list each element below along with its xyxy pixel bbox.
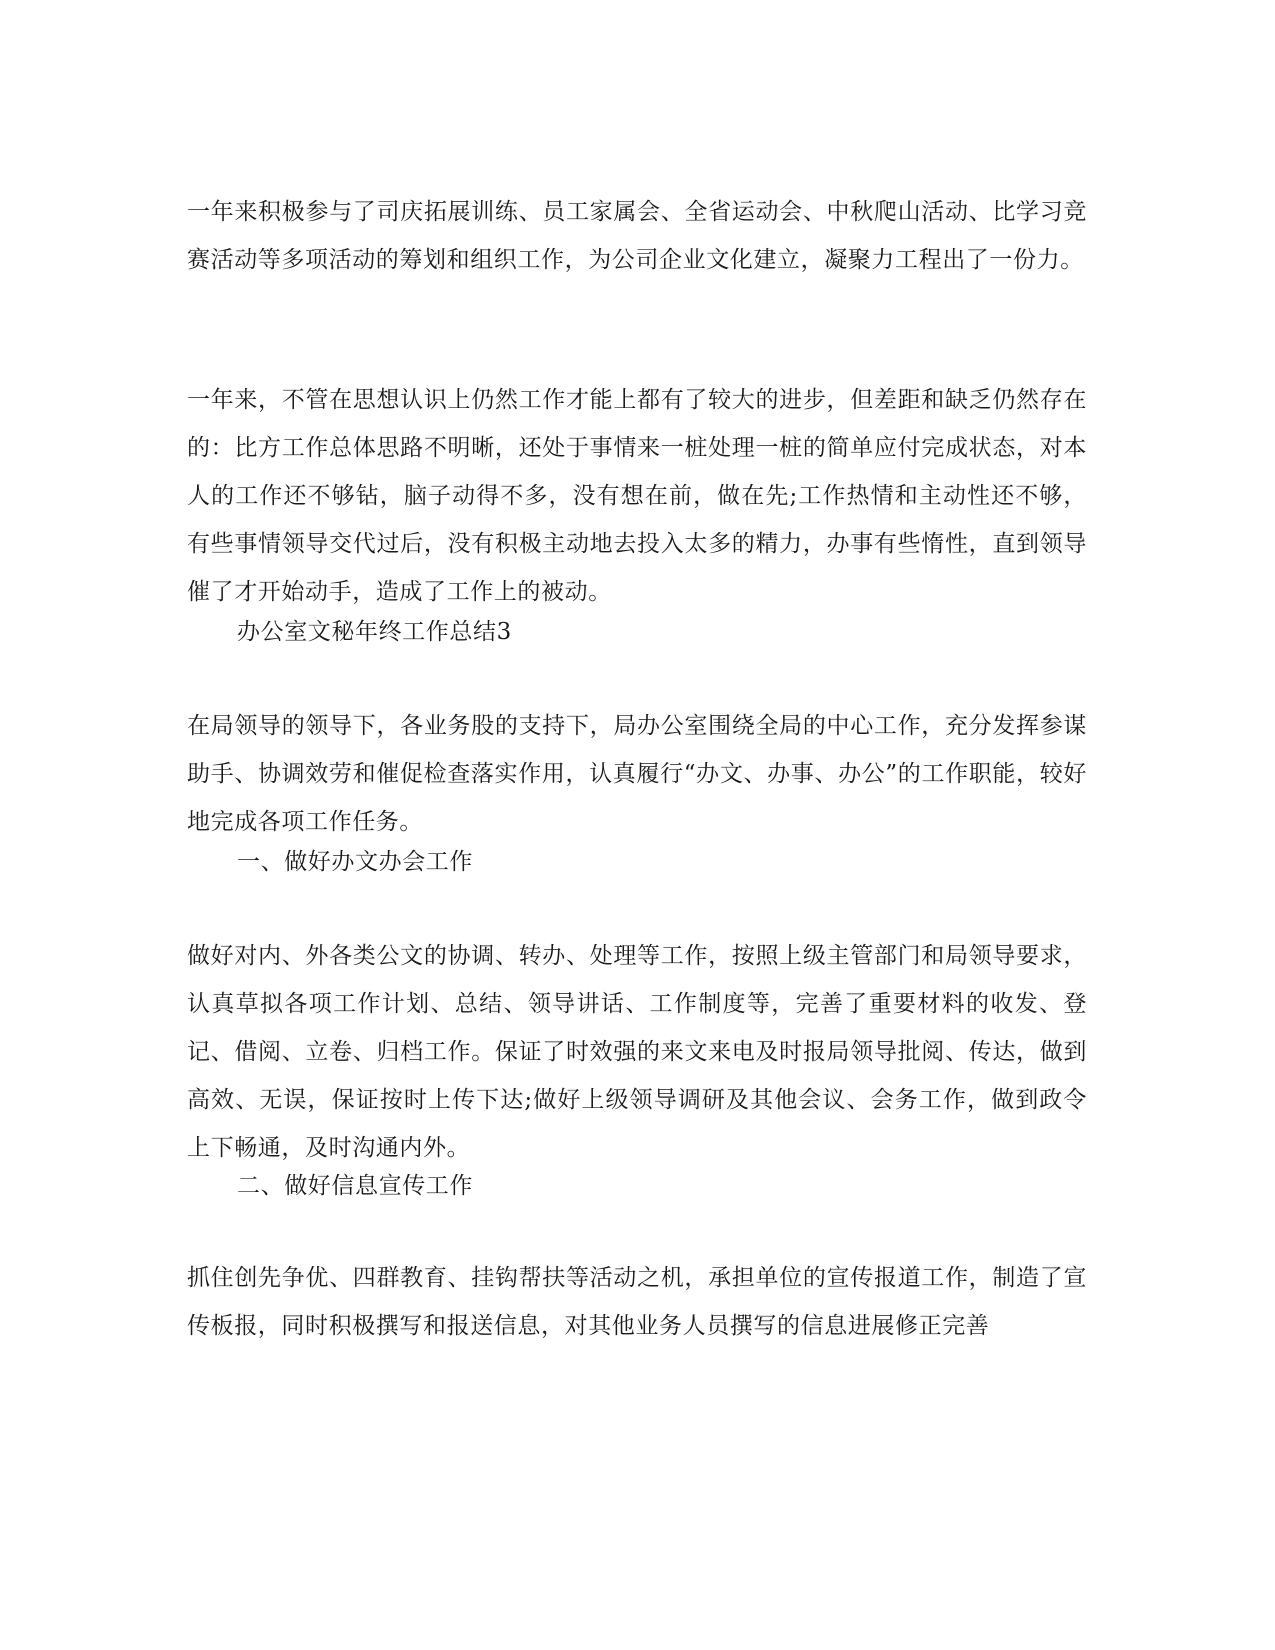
paragraph-document-meetings: 做好对内、外各类公文的协调、转办、处理等工作，按照上级主管部门和局领导要求，认真草拟各项工作计划、总结、领导讲话、工作制度等，完善了重要材料的收发、登记、借阅、立卷、归档工作。保证了时效强的来文来电及时报局领导批阅、传达，做到高效、无误，保证按时上传下达;做好上级领导调研及其他会议、会务工作，做到政令上下畅通，及时沟通内外。 <box>187 943 1087 1161</box>
heading-document-meetings: 一、做好办文办会工作 <box>237 849 473 875</box>
paragraph-self-assessment: 一年来，不管在思想认识上仍然工作才能上都有了较大的进步，但差距和缺乏仍然存在的：比方工作总体思路不明晰，还处于事情来一桩处理一桩的简单应付完成状态，对本人的工作还不够钻，脑子动得不多，没有想在前，做在先;工作热情和主动性还不够，有些事情领导交代过后，没有积极主动地去投入太多的精力，办事有些惰性，直到领导催了才开始动手，造成了工作上的被动。 <box>187 387 1087 605</box>
paragraph-office-role: 在局领导的领导下，各业务股的支持下，局办公室围绕全局的中心工作，充分发挥参谋助手、协调效劳和催促检查落实作用，认真履行“办文、办事、办公”的工作职能，较好地完成各项工作任务。 <box>187 713 1087 835</box>
heading-information-publicity: 二、做好信息宣传工作 <box>237 1173 473 1199</box>
paragraph-information-publicity: 抓住创先争优、四群教育、挂钩帮扶等活动之机，承担单位的宣传报道工作，制造了宣传板报，同时积极撰写和报送信息，对其他业务人员撰写的信息进展修正完善 <box>187 1265 1087 1339</box>
paragraph-activities: 一年来积极参与了司庆拓展训练、员工家属会、全省运动会、中秋爬山活动、比学习竞赛活动等多项活动的筹划和组织工作，为公司企业文化建立，凝聚力工程出了一份力。 <box>187 199 1087 273</box>
section-title: 办公室文秘年终工作总结3 <box>237 619 512 645</box>
